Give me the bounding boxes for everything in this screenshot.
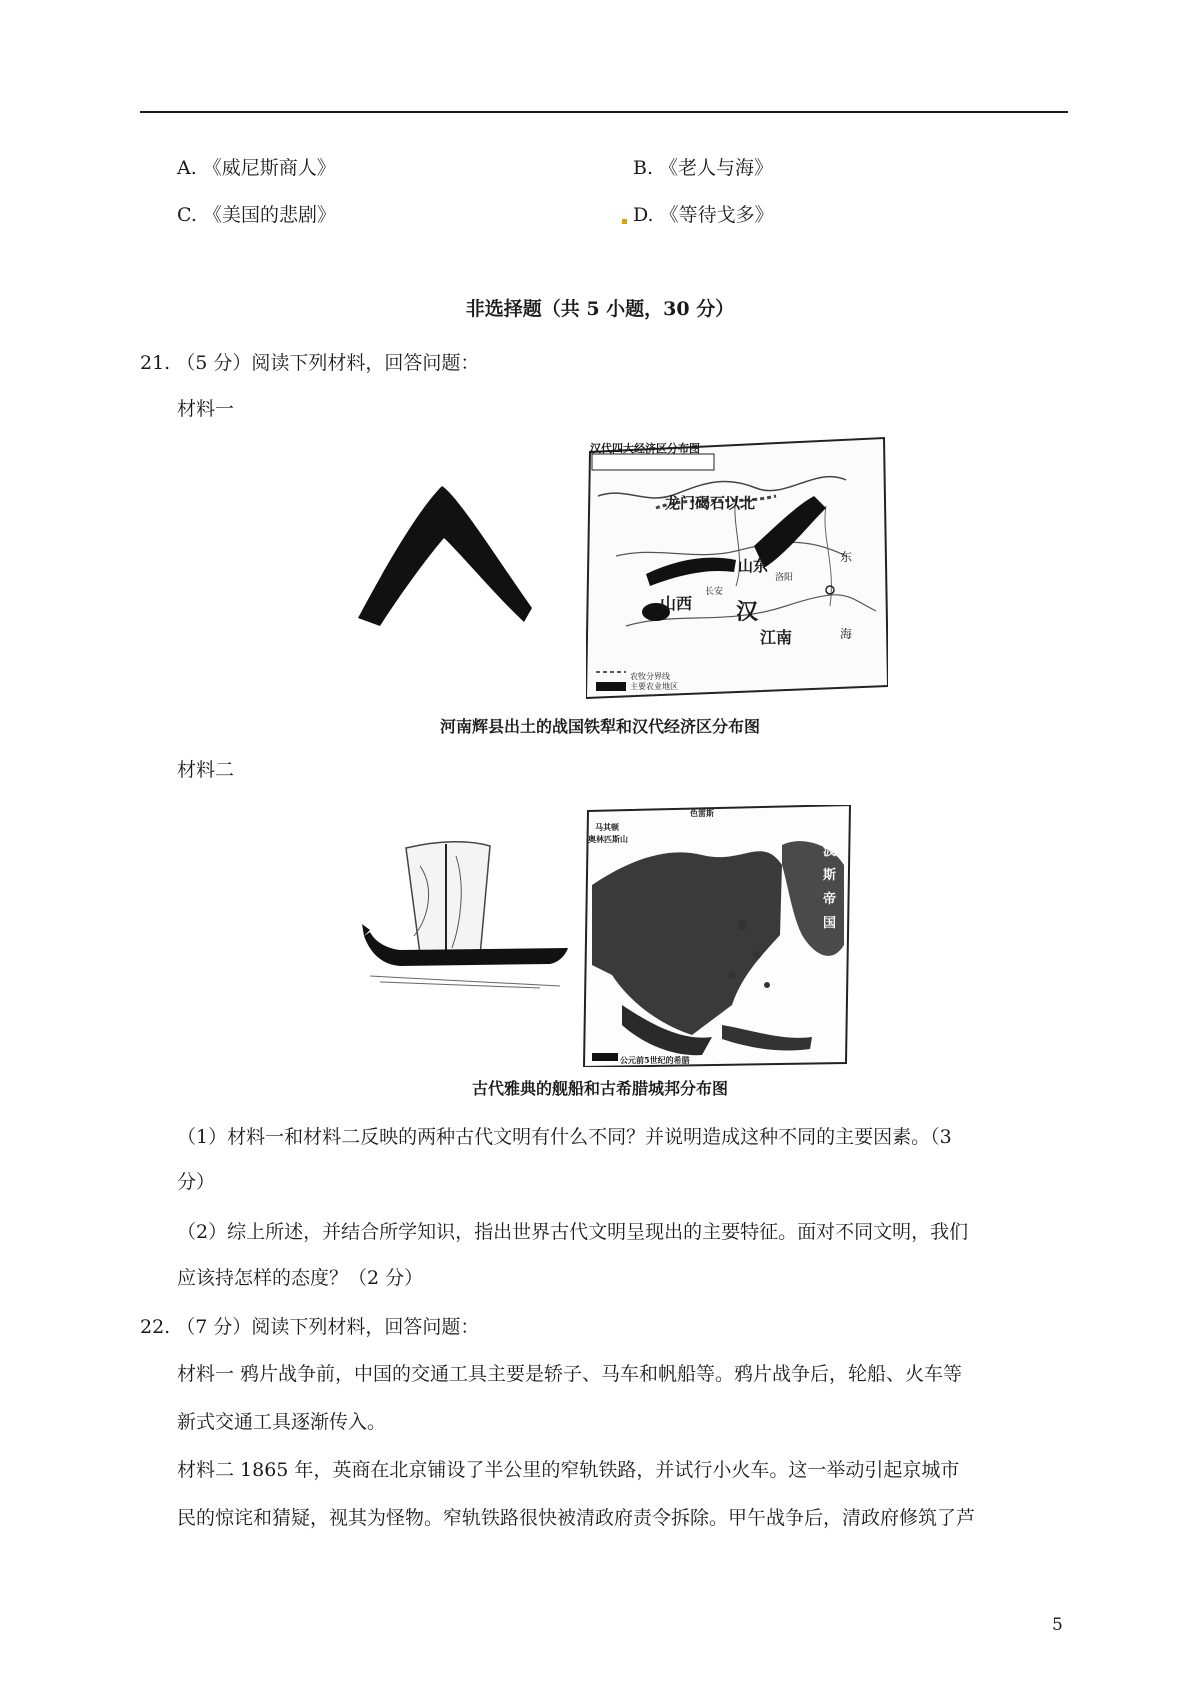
han-map-label-shanxi: 山西 <box>660 594 693 613</box>
han-map-label-shandong: 山东 <box>738 557 769 575</box>
q21-sub1-line2: 分） <box>177 1171 216 1193</box>
greece-map-label-macedonia: 马其顿 <box>595 822 619 832</box>
han-map-label-north: 龙门碣石以北 <box>665 494 756 512</box>
q21-sub1-line1: （1）材料一和材料二反映的两种古代文明有什么不同？并说明造成这种不同的主要因素。（3 <box>177 1126 952 1148</box>
option-c: C. 《美国的悲剧》 <box>177 204 336 226</box>
han-map-title: 汉代四大经济区分布图 <box>590 442 700 455</box>
han-map-legend-area: 主要农业地区 <box>630 682 678 691</box>
option-a: A. 《威尼斯商人》 <box>177 157 336 179</box>
athenian-ship-image <box>360 836 570 994</box>
han-economic-map <box>586 436 888 704</box>
greece-map-legend: 公元前5世纪的希腊 <box>620 1055 690 1065</box>
han-map-label-han: 汉 <box>736 599 759 625</box>
han-map-label-jiangnan: 江南 <box>760 628 793 647</box>
header-rule <box>140 111 1068 113</box>
section-title: 非选择题（共 5 小题，30 分） <box>465 298 735 320</box>
greece-map-label-persia: 波斯帝国 <box>823 844 837 931</box>
greece-map-label-olympus: 奥林匹斯山 <box>588 834 628 844</box>
han-map-label-changan: 长安 <box>705 587 724 597</box>
han-map-label-east: 东 <box>840 550 853 564</box>
q22-material2-line2: 民的惊诧和猜疑，视其为怪物。窄轨铁路很快被清政府责令拆除。甲午战争后，清政府修筑了芦 <box>177 1507 976 1529</box>
q21-stem: 21. （5 分）阅读下列材料，回答问题： <box>140 352 480 374</box>
han-map-label-sea: 海 <box>840 627 853 641</box>
option-b: B. 《老人与海》 <box>633 157 774 179</box>
figure2-caption: 古代雅典的舰船和古希腊城邦分布图 <box>471 1079 728 1098</box>
han-map-legend-line: 农牧分界线 <box>630 672 670 681</box>
q22-material1-line1: 材料一 鸦片战争前，中国的交通工具主要是轿子、马车和帆船等。鸦片战争后，轮船、火车等 <box>177 1363 963 1385</box>
iron-plough-image <box>350 468 540 643</box>
figure1-caption: 河南辉县出土的战国铁犁和汉代经济区分布图 <box>439 717 760 736</box>
q22-stem: 22. （7 分）阅读下列材料，回答问题： <box>140 1316 480 1338</box>
q21-material1-label: 材料一 <box>177 398 235 420</box>
q21-sub2-line1: （2）综上所述，并结合所学知识，指出世界古代文明呈现出的主要特征。面对不同文明，我们 <box>177 1221 969 1243</box>
q22-material2-line1: 材料二 1865 年，英商在北京铺设了半公里的窄轨铁路，并试行小火车。这一举动引起京城市 <box>177 1459 960 1481</box>
option-d: D. 《等待戈多》 <box>633 204 774 226</box>
marker-dot <box>622 219 627 224</box>
q22-material1-line2: 新式交通工具逐渐传入。 <box>177 1411 387 1433</box>
page-number: 5 <box>1052 1615 1063 1635</box>
greece-map-label-thrace: 色雷斯 <box>690 808 714 818</box>
q21-sub2-line2: 应该持怎样的态度？（2 分） <box>177 1267 424 1289</box>
q21-material2-label: 材料二 <box>177 759 235 781</box>
han-map-label-luoyang: 洛阳 <box>775 573 794 583</box>
